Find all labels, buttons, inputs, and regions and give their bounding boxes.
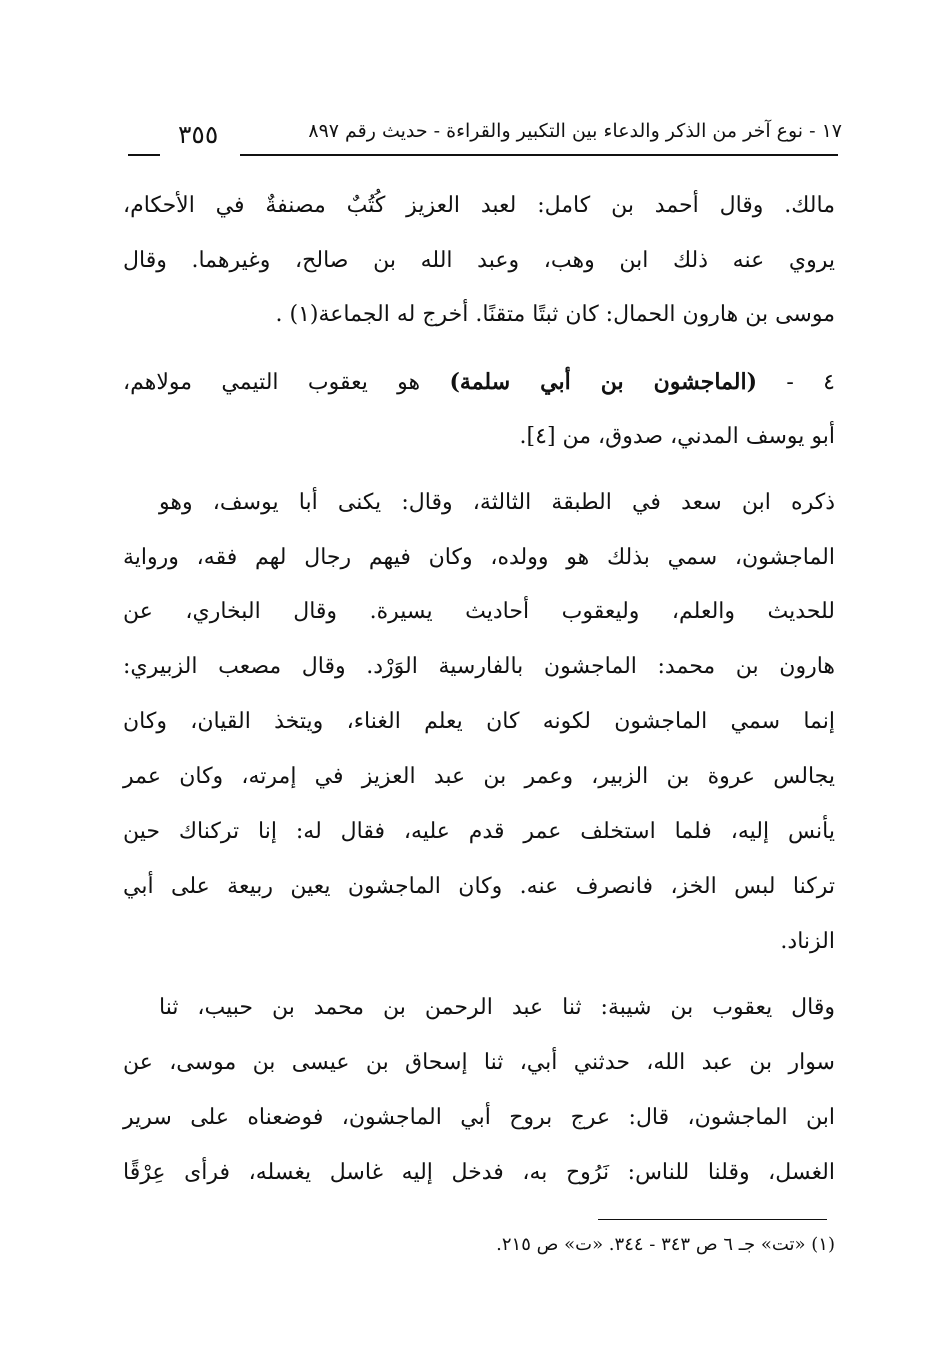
entry-heading-line: [123, 368, 835, 397]
text-line: موسى بن هارون الحمال: كان ثبتًا متقنًا. أخرج له الجماعة(١) .: [275, 302, 835, 327]
narrator-name: (الماجشون بن أبي سلمة): [449, 369, 758, 395]
text-line: إنما سمي الماجشون لكونه كان يعلم الغناء، ويتخذ القيان، وكان: [123, 709, 835, 734]
text-line: ذكره ابن سعد في الطبقة الثالثة، وقال: يكنى أبا يوسف، وهو: [159, 490, 835, 515]
running-header-title: ١٧ - نوع آخر من الذكر والدعاء بين التكبير والقراءة - حديث رقم ٨٩٧: [308, 120, 842, 142]
page-number: ٣٥٥: [178, 120, 219, 149]
text-line: تركنا لبس الخز، فانصرف عنه. وكان الماجشون يعين ربيعة على أبي: [123, 874, 835, 899]
text-line: هارون بن محمد: الماجشون بالفارسية الوَرْد. وقال مصعب الزبيري:: [123, 654, 835, 679]
text-line: يجالس عروة بن الزبير، وعمر بن عبد العزيز في إمرته، وكان عمر: [123, 764, 835, 789]
text-line: مالك. وقال أحمد بن كامل: لعبد العزيز كُتُبٌ مصنفةٌ في الأحكام،: [123, 193, 835, 218]
text-line: وقال يعقوب بن شيبة: ثنا عبد الرحمن بن محمد بن حبيب، ثنا: [159, 995, 835, 1020]
text-line: ابن الماجشون، قال: عرج بروح أبي الماجشون، فوضعناه على سرير: [123, 1105, 835, 1130]
text-line: أبو يوسف المدني، صدوق، من [٤].: [519, 424, 835, 449]
text-line: الغسل، وقلنا للناس: نَرُوح به، فدخل إليه غاسل يغسله، فرأى عِرْقًا: [123, 1160, 835, 1185]
entry-text: هو يعقوب التيمي مولاهم،: [123, 370, 450, 395]
header-short-rule: [128, 154, 160, 156]
text-line: الماجشون، سمي بذلك هو وولده، وكان فيهم رجال لهم فقه، ورواية: [123, 545, 835, 570]
footnote: (١) «تت» جـ ٦ ص ٣٤٣ - ٣٤٤. «ت» ص ٢١٥.: [496, 1234, 835, 1255]
text-line: يروي عنه ذلك ابن وهب، وعبد الله بن صالح، وغيرهما. وقال: [123, 248, 836, 273]
page-header: [128, 118, 842, 158]
header-rule: [240, 154, 838, 156]
text-line: سوار بن عبد الله، حدثني أبي، ثنا إسحاق بن عيسى بن موسى، عن: [123, 1050, 835, 1075]
text-line: للحديث والعلم، وليعقوب أحاديث يسيرة. وقال البخاري، عن: [123, 599, 835, 624]
text-line: الزناد.: [780, 929, 835, 954]
text-line: يأنس إليه، فلما استخلف عمر قدم عليه، فقال له: إنا تركناك حين: [123, 819, 835, 844]
entry-number: ٤ -: [757, 370, 835, 395]
footnote-rule: [598, 1219, 827, 1220]
